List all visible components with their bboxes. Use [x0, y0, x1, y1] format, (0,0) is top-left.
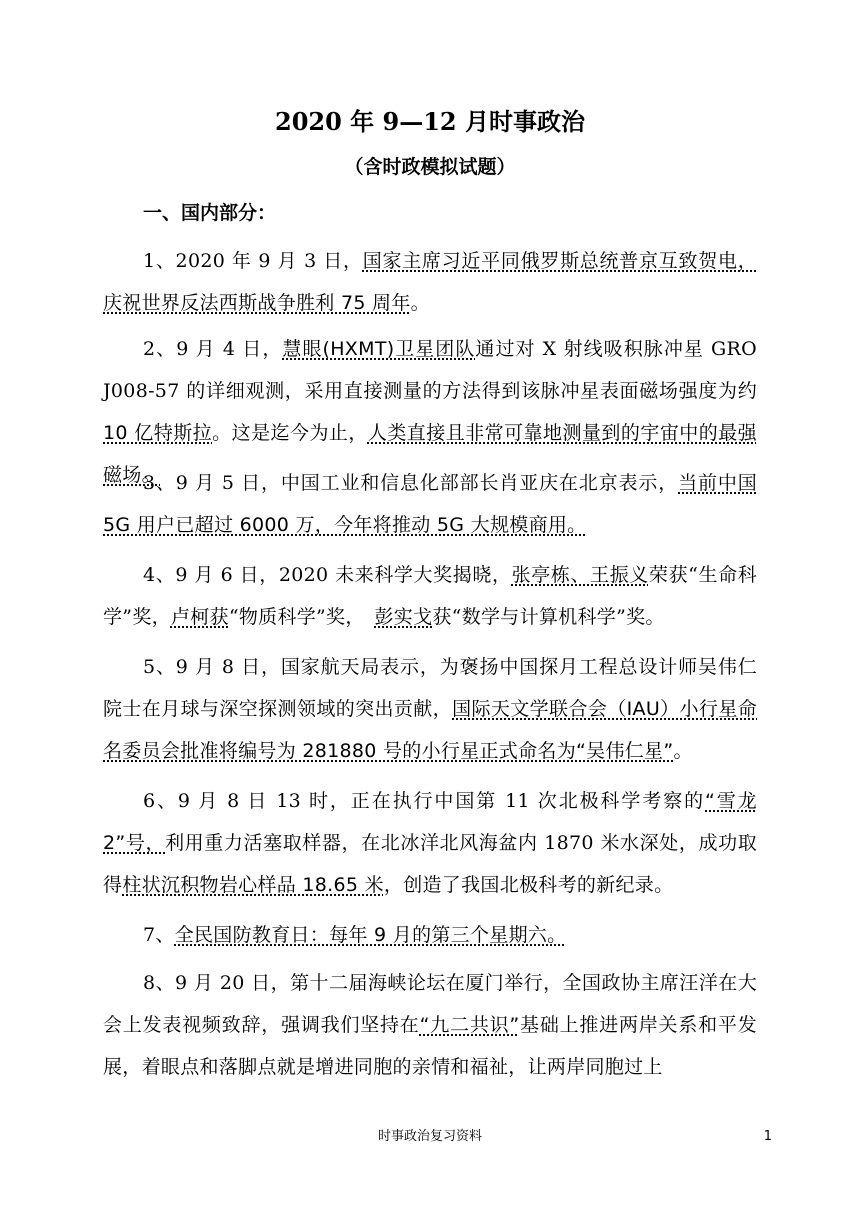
item-5-highlight: 国际天文学联合会（IAU）小行星命名委员会批准将编号为 281880 号的小行星正式命名为“吴伟仁星”	[103, 698, 758, 762]
item-4-text: 4、9 月 6 日，2020 未来科学大奖揭晓，	[143, 564, 512, 586]
list-item-4	[103, 554, 757, 638]
item-4-highlight-math: 彭实戈	[374, 606, 433, 628]
item-6-text: 6、9 月 8 日 13 时，正在执行中国第 11 次北极科学考察的	[143, 790, 706, 812]
page-number: 1	[763, 1129, 772, 1144]
list-item-3	[103, 462, 757, 546]
item-6-text-3: ，创造了我国北极科考的新纪录。	[383, 874, 674, 896]
item-6-text-2: 利用重力活塞取样器，在北冰洋北风海盆内 1870 米水深处，成功取得	[103, 832, 757, 896]
list-item-8	[103, 962, 757, 1088]
item-2-highlight-tesla: 10 亿特斯拉	[103, 422, 213, 444]
item-8-highlight: “九二共识”	[419, 1014, 520, 1036]
item-7-highlight: 全民国防教育日：每年 9 月的第三个星期六。	[174, 924, 567, 946]
section-heading: 一、国内部分：	[143, 202, 277, 224]
list-item-1	[103, 240, 757, 324]
item-6-highlight-sample: 柱状沉积物岩心样品 18.65 米	[122, 874, 384, 896]
item-5-text: 5、9 月 8 日，国家航天局表示，为褒扬中国探月工程总设计师吴伟仁院士在月球与深空探测领域的突出贡献，	[103, 656, 757, 720]
item-8-text: 8、9 月 20 日，第十二届海峡论坛在厦门举行，全国政协主席汪洋在大会上发表视频致辞，强调我们坚持在	[103, 972, 757, 1036]
item-4-text-2: 荣获“生命科学”奖，	[103, 564, 758, 628]
footer-text: 时事政治复习资料	[377, 1129, 482, 1144]
item-7-text: 7、	[143, 924, 175, 946]
item-6-highlight-ship: “雪龙 2”号，	[103, 790, 757, 854]
item-1-end: 。	[410, 292, 430, 314]
document-title: 2020 年 9—12 月时事政治	[275, 107, 585, 136]
item-1-text: 1、2020 年 9 月 3 日，	[143, 250, 363, 272]
item-2-text-mid2: 。这是迄今为止，	[212, 422, 368, 444]
item-4-highlight-matter: 卢柯获	[170, 606, 229, 628]
item-4-highlight-life: 张亭栋、王振义	[511, 564, 649, 586]
item-1-highlight: 国家主席习近平同俄罗斯总统普京互致贺电，庆祝世界反法西斯战争胜利 75 周年	[103, 250, 757, 314]
item-4-text-3: “物质科学”奖，	[228, 606, 375, 628]
list-item-5	[103, 646, 757, 772]
item-2-text-mid: 通过对 X 射线吸积脉冲星 GRO J008-57 的详细观测，采用直接测量的方法得到该脉冲星表面磁场强度为约	[103, 338, 757, 402]
item-5-end: 。	[673, 740, 693, 762]
document-subtitle: （含时政模拟试题）	[344, 156, 516, 178]
item-3-text: 3、9 月 5 日，中国工业和信息化部部长肖亚庆在北京表示，	[143, 472, 679, 494]
list-item-7	[103, 914, 757, 956]
item-2-highlight-team: 慧眼(HXMT)卫星团队	[282, 338, 476, 360]
list-item-6	[103, 780, 757, 906]
item-2-highlight-field: 人类直接且非常可靠地测量到的宇宙中的最强磁场。	[103, 422, 757, 486]
item-8-text-2: 基础上推进两岸关系和平发展，着眼点和落脚点就是增进同胞的亲情和福祉，让两岸同胞过上	[103, 1014, 757, 1078]
item-3-highlight: 当前中国 5G 用户已超过 6000 万，今年将推动 5G 大规模商用。	[103, 472, 757, 536]
item-4-text-4: 获“数学与计算机科学”奖。	[432, 606, 665, 628]
item-2-text: 2、9 月 4 日，	[143, 338, 283, 360]
